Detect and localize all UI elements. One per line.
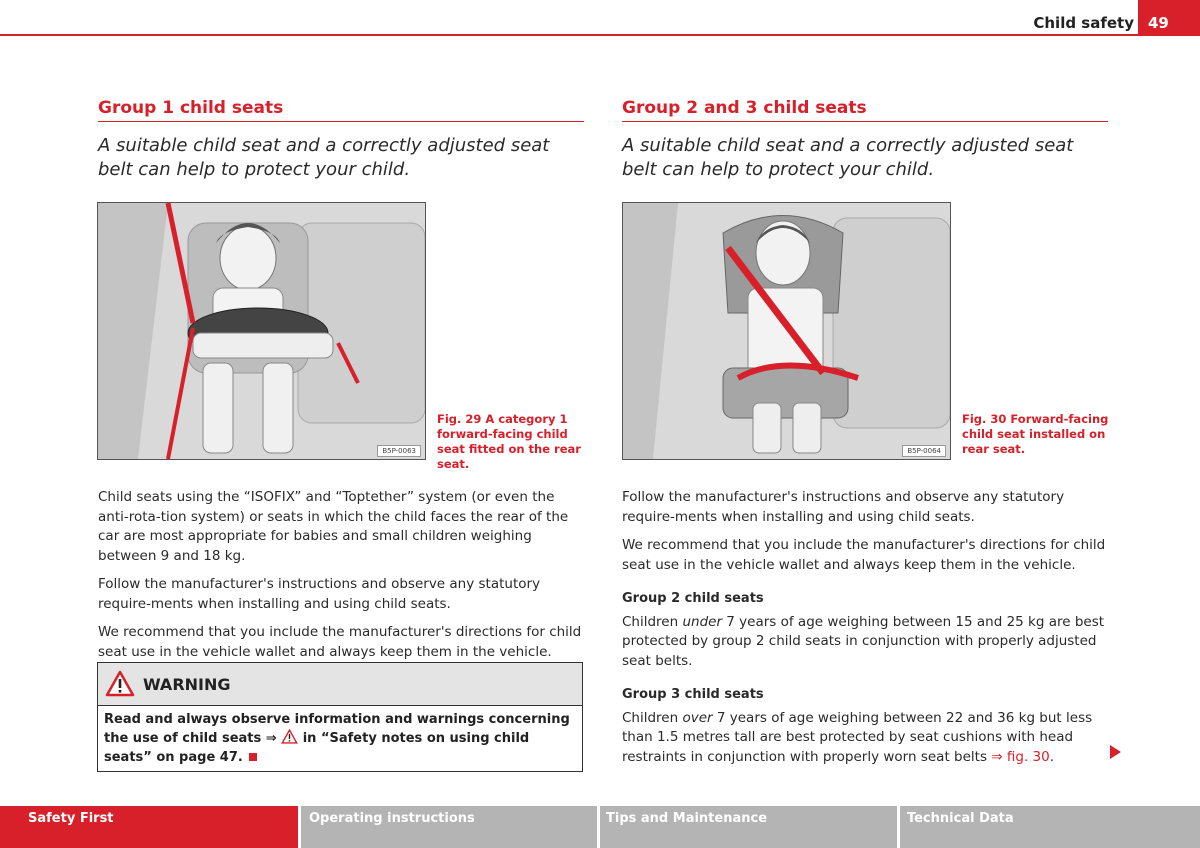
- group23-lead: A suitable child seat and a correctly adjusted seat belt can help to protect your child.: [622, 135, 1074, 180]
- right-paragraph-2: We recommend that you include the manufacturer's directions for child seat use in the vehicle wallet and always keep them in the vehicle.: [622, 537, 1106, 573]
- group3-text-emphasis: over: [682, 709, 713, 726]
- group2-heading: Group 2 child seats: [622, 591, 764, 606]
- warning-text: [98, 706, 582, 771]
- figure-29-image: [97, 202, 426, 460]
- warning-text-part1: Read and always observe information and warnings concerning the use of child seats ⇒: [104, 712, 570, 746]
- footer-nav: [0, 806, 1200, 848]
- warning-inline-icon: [281, 729, 298, 744]
- figure-30-caption: Fig. 30 Forward-facing child seat installed on rear seat.: [962, 412, 1109, 456]
- warning-text-part2: in “Safety notes on using child seats” on page 47.: [104, 731, 530, 765]
- left-body: [98, 488, 586, 671]
- warning-header: [98, 663, 582, 706]
- figure-29-caption: Fig. 29 A category 1 forward-facing child seat fitted on the rear seat.: [437, 412, 581, 471]
- warning-label: WARNING: [143, 675, 231, 694]
- end-of-section-marker: [249, 753, 257, 761]
- tab-safety-first[interactable]: Safety First: [0, 806, 298, 848]
- tab-tips-and-maintenance[interactable]: Tips and Maintenance: [600, 806, 897, 848]
- figure-30-image: [622, 202, 951, 460]
- figure-29-code: B5P-0063: [377, 445, 421, 457]
- child-seat-group1-illustration: [98, 203, 425, 459]
- page-number: 49: [1138, 0, 1200, 36]
- tab-operating-instructions[interactable]: Operating instructions: [301, 806, 597, 848]
- group3-text-pre: Children: [622, 709, 683, 726]
- group1-title: Group 1 child seats: [98, 98, 584, 122]
- right-paragraph-1: Follow the manufacturer's instructions and observe any statutory require-ments when installing and using child seats.: [622, 489, 1065, 525]
- next-page-arrow-icon[interactable]: [1110, 745, 1121, 759]
- left-paragraph-3: We recommend that you include the manufacturer's directions for child seat use in the vehicle wallet and always keep them in the vehicle.: [98, 624, 582, 660]
- group3-text-end: .: [1049, 748, 1055, 765]
- right-body: [622, 488, 1110, 776]
- group3-text: [622, 709, 1110, 768]
- left-paragraph-2: Follow the manufacturer's instructions and observe any statutory require-ments when installing and using child seats.: [98, 576, 541, 612]
- group3-text-post: 7 years of age weighing between 22 and 36 kg but less than 1.5 metres tall are best protected by seat cushions with head restraints in conjunction with properly worn seat belts: [622, 709, 1093, 765]
- group23-title: Group 2 and 3 child seats: [622, 98, 1108, 122]
- group2-text: [622, 613, 1110, 672]
- child-seat-group23-illustration: [623, 203, 950, 459]
- left-paragraph-1: Child seats using the “ISOFIX” and “Toptether” system (or even the anti-rota-tion system) or seats in which the child faces the rear of the car are most appropriate for babies and small children weighing between 9 and 18 kg.: [98, 489, 569, 564]
- section-title: Child safety: [1033, 14, 1134, 32]
- left-column: [98, 98, 584, 182]
- group2-text-pre: Children: [622, 613, 683, 630]
- figure-30-code: B5P-0064: [902, 445, 946, 457]
- header-rule: [0, 34, 1200, 36]
- warning-box: [97, 662, 583, 772]
- group3-heading: Group 3 child seats: [622, 687, 764, 702]
- tab-technical-data[interactable]: Technical Data: [900, 806, 1200, 848]
- figure-30-link[interactable]: ⇒ fig. 30: [991, 748, 1050, 765]
- group2-text-emphasis: under: [682, 613, 723, 630]
- right-column: [622, 98, 1108, 182]
- warning-triangle-icon: [105, 670, 135, 697]
- group2-text-post: 7 years of age weighing between 15 and 25 kg are best protected by group 2 child seats in conjunction with properly adjusted seat belts.: [622, 613, 1105, 669]
- group1-lead: A suitable child seat and a correctly adjusted seat belt can help to protect your child.: [98, 135, 550, 180]
